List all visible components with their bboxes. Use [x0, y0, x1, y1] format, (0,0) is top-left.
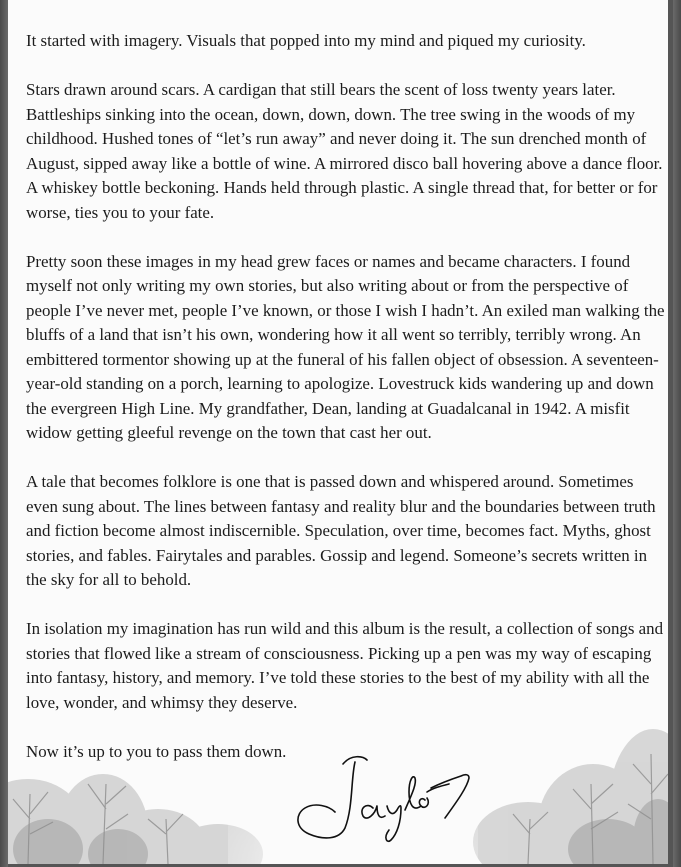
- signature-image: [293, 748, 478, 848]
- letter-paragraph-4: A tale that becomes folklore is one that is passed down and whispered around. Sometimes even sung about. The lines between fantasy and reality blur and the boundaries between truth and fiction become almost indiscernible. Speculation, over time, becomes fact. Myths, ghost stories, and fables. Fairytales and parables. Gossip and legend. Someone’s secrets written in the sky for all to behold.: [26, 472, 656, 589]
- letter-paragraph-5: In isolation my imagination has run wild and this album is the result, a collection of songs and stories that flowed like a stream of consciousness. Picking up a pen was my way of escaping into fantasy, history, and memory. I’ve told these stories to the best of my ability with all the love, wonder, and whimsy they deserve.: [26, 619, 664, 712]
- letter-paragraph-2: Stars drawn around scars. A cardigan that still bears the scent of loss twenty years later. Battleships sinking into the ocean, down, down, down. The tree swing in the woods of my childhood. Hushed tones of “let’s run away” and never doing it. The sun drenched month of August, sipped away like a bottle of wine. A mirrored disco ball hovering above a dance floor. A whiskey bottle beckoning. Hands held through plastic. A single thread that, for better or for worse, ties you to your fate.: [26, 80, 663, 222]
- letter-page: [8, 0, 668, 864]
- letter-text: [26, 29, 666, 789]
- letter-paragraph-6: Now it’s up to you to pass them down.: [26, 741, 287, 761]
- left-edge-shadow: [0, 0, 8, 867]
- letter-paragraph-1: It started with imagery. Visuals that popped into my mind and piqued my curiosity.: [26, 31, 586, 50]
- letter-paragraph-3: Pretty soon these images in my head grew faces or names and became characters. I found myself not only writing my own stories, but also writing about or from the perspective of people I’ve never met, people I’ve known, or those I wish I hadn’t. An exiled man walking the bluffs of a land that isn’t his own, wondering how it all went so terribly, terribly wrong. An embittered tormentor showing up at the funeral of his fallen object of obsession. A seventeen-year-old standing on a porch, learning to apologize. Lovestruck kids wandering up and down the evergreen High Line. My grandfather, Dean, landing at Guadalcanal in 1942. A misfit widow getting gleeful revenge on the town that cast her out.: [26, 251, 665, 442]
- right-edge-shadow: [673, 0, 681, 867]
